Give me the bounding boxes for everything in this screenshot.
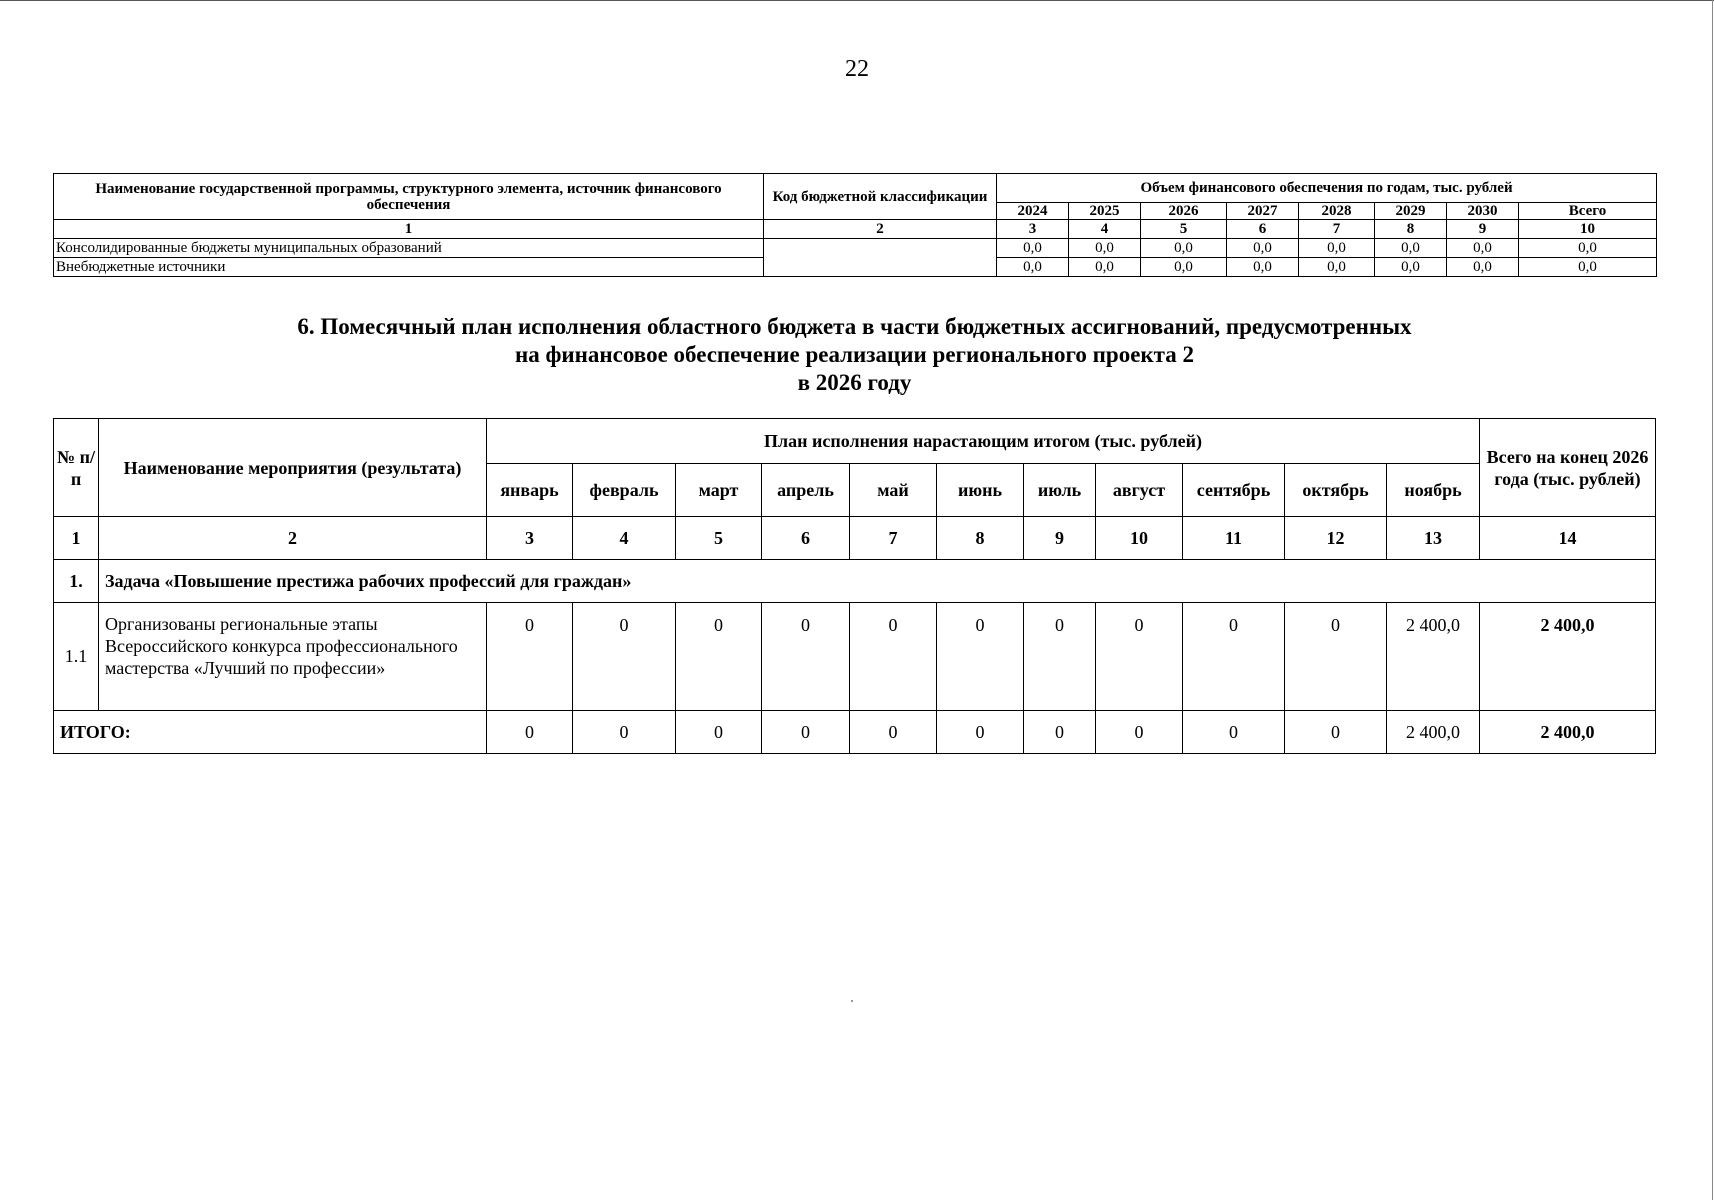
activity-total: 2 400,0 [1480, 603, 1656, 711]
index-cell: 5 [1141, 220, 1227, 239]
summary-value: 0 [850, 711, 937, 754]
value-cell: 0,0 [1069, 239, 1141, 258]
index-cell: 4 [573, 517, 676, 560]
summary-value: 0 [676, 711, 762, 754]
header-month: октябрь [1285, 464, 1387, 517]
activity-number: 1.1 [54, 603, 99, 711]
header-number: № п/п [54, 419, 99, 517]
header-year: 2025 [1069, 203, 1141, 220]
header-month: ноябрь [1387, 464, 1480, 517]
month-value: 0 [573, 603, 676, 711]
section-title-line: на финансовое обеспечение реализации регионального проекта 2 [515, 342, 1194, 367]
header-month: март [676, 464, 762, 517]
index-row [54, 517, 1656, 560]
index-cell: 9 [1447, 220, 1519, 239]
row-name: Внебюджетные источники [54, 258, 764, 277]
page-number: 22 [845, 56, 869, 82]
summary-total: 2 400,0 [1480, 711, 1656, 754]
index-cell: 9 [1024, 517, 1096, 560]
value-cell: 0,0 [1141, 239, 1227, 258]
value-cell: 0,0 [1227, 239, 1299, 258]
month-value: 0 [1024, 603, 1096, 711]
activity-name: Организованы региональные этапы Всероссийского конкурса профессионального мастерства «Лучший по профессии» [99, 603, 487, 711]
summary-value: 0 [762, 711, 850, 754]
value-cell: 0,0 [1519, 258, 1657, 277]
task-name: Задача «Повышение престижа рабочих профессий для граждан» [99, 560, 1656, 603]
index-cell: 6 [1227, 220, 1299, 239]
header-month: июнь [937, 464, 1024, 517]
summary-value: 0 [1183, 711, 1285, 754]
summary-value: 0 [487, 711, 573, 754]
header-year: 2030 [1447, 203, 1519, 220]
activity-row [54, 603, 1656, 711]
index-cell: 4 [1069, 220, 1141, 239]
month-value: 0 [487, 603, 573, 711]
section-title-line: в 2026 году [797, 370, 912, 395]
index-cell: 13 [1387, 517, 1480, 560]
funding-table [53, 173, 1657, 277]
index-cell: 10 [1096, 517, 1183, 560]
summary-value: 0 [937, 711, 1024, 754]
task-number: 1. [54, 560, 99, 603]
month-value: 0 [762, 603, 850, 711]
header-month: июль [1024, 464, 1096, 517]
right-border-line [1712, 0, 1713, 1200]
header-month: май [850, 464, 937, 517]
value-cell: 0,0 [1299, 258, 1375, 277]
index-cell: 1 [54, 517, 99, 560]
value-cell: 0,0 [1069, 258, 1141, 277]
index-cell: 10 [1519, 220, 1657, 239]
index-cell: 11 [1183, 517, 1285, 560]
index-cell: 8 [937, 517, 1024, 560]
header-budget-code: Код бюджетной классификации [764, 174, 997, 220]
value-cell: 0,0 [997, 239, 1069, 258]
value-cell: 0,0 [1141, 258, 1227, 277]
month-value: 0 [1096, 603, 1183, 711]
summary-label: ИТОГО: [54, 711, 487, 754]
header-year: 2024 [997, 203, 1069, 220]
index-cell: 2 [764, 220, 997, 239]
month-value: 2 400,0 [1387, 603, 1480, 711]
header-plan: План исполнения нарастающим итогом (тыс. рублей) [487, 419, 1480, 464]
header-year: 2028 [1299, 203, 1375, 220]
summary-value: 0 [573, 711, 676, 754]
month-value: 0 [676, 603, 762, 711]
index-cell: 5 [676, 517, 762, 560]
header-year: 2026 [1141, 203, 1227, 220]
top-border-line [0, 0, 1714, 1]
header-year-total: Всего на конец 2026 года (тыс. рублей) [1480, 419, 1656, 517]
index-cell: 1 [54, 220, 764, 239]
summary-row [54, 711, 1656, 754]
table-row [54, 239, 1657, 258]
header-year: 2029 [1375, 203, 1447, 220]
header-volume: Объем финансового обеспечения по годам, тыс. рублей [997, 174, 1657, 203]
summary-value: 2 400,0 [1387, 711, 1480, 754]
index-cell: 2 [99, 517, 487, 560]
value-cell: 0,0 [1299, 239, 1375, 258]
header-month: январь [487, 464, 573, 517]
summary-value: 0 [1285, 711, 1387, 754]
header-month: август [1096, 464, 1183, 517]
index-cell: 14 [1480, 517, 1656, 560]
summary-value: 0 [1096, 711, 1183, 754]
month-value: 0 [1285, 603, 1387, 711]
month-value: 0 [1183, 603, 1285, 711]
index-cell: 8 [1375, 220, 1447, 239]
scan-speck [851, 1000, 853, 1002]
index-cell: 7 [1299, 220, 1375, 239]
index-cell: 6 [762, 517, 850, 560]
summary-value: 0 [1024, 711, 1096, 754]
header-activity-name: Наименование мероприятия (результата) [99, 419, 487, 517]
index-cell: 7 [850, 517, 937, 560]
value-cell: 0,0 [1227, 258, 1299, 277]
index-cell: 3 [487, 517, 573, 560]
task-row [54, 560, 1656, 603]
header-month: сентябрь [1183, 464, 1285, 517]
value-cell: 0,0 [1447, 239, 1519, 258]
index-cell: 3 [997, 220, 1069, 239]
value-cell: 0,0 [1447, 258, 1519, 277]
value-cell: 0,0 [1375, 239, 1447, 258]
month-value: 0 [850, 603, 937, 711]
section-title-line: 6. Помесячный план исполнения областного бюджета в части бюджетных ассигнований, предусмотренных [297, 314, 1412, 339]
budget-code-cell [764, 239, 997, 277]
header-month: апрель [762, 464, 850, 517]
header-year: 2027 [1227, 203, 1299, 220]
monthly-plan-table [53, 418, 1656, 754]
value-cell: 0,0 [1519, 239, 1657, 258]
header-month: февраль [573, 464, 676, 517]
month-value: 0 [937, 603, 1024, 711]
row-name: Консолидированные бюджеты муниципальных образований [54, 239, 764, 258]
index-cell: 12 [1285, 517, 1387, 560]
section-title [53, 313, 1656, 397]
value-cell: 0,0 [997, 258, 1069, 277]
header-total: Всего [1519, 203, 1657, 220]
header-program-name: Наименование государственной программы, структурного элемента, источник финансового обеспечения [54, 174, 764, 220]
index-row [54, 220, 1657, 239]
value-cell: 0,0 [1375, 258, 1447, 277]
